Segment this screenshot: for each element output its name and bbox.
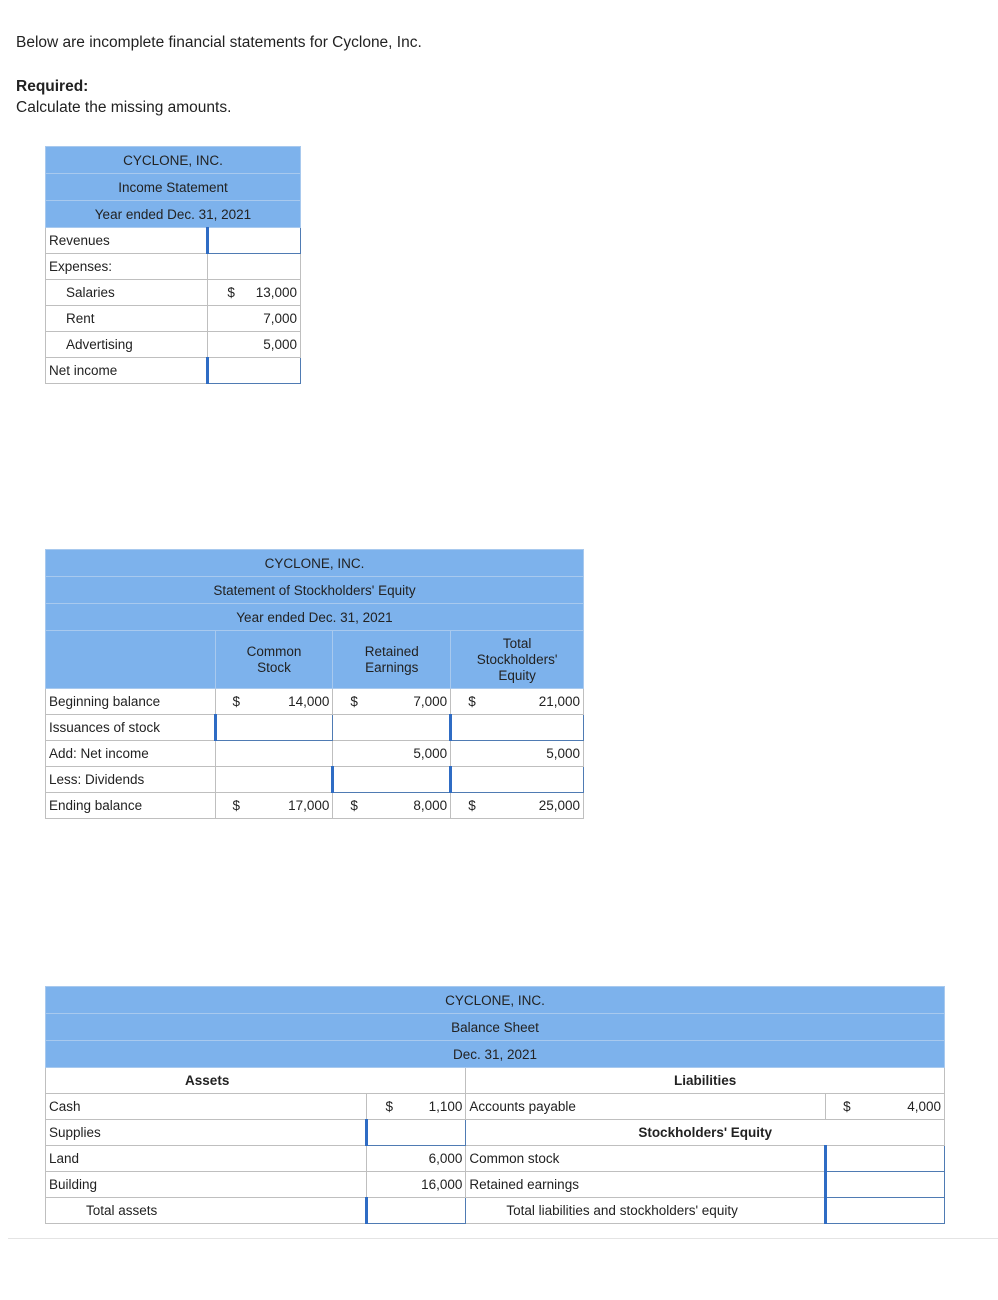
income-statement-table bbox=[45, 146, 301, 384]
supplies-input-cell[interactable] bbox=[366, 1120, 466, 1146]
supplies-input[interactable] bbox=[368, 1120, 466, 1145]
required-label: Required: bbox=[16, 78, 89, 95]
advertising-value: 5,000 bbox=[208, 332, 301, 358]
total-le-label: Total liabilities and stockholders' equity bbox=[466, 1198, 826, 1224]
issuances-common-input-cell[interactable] bbox=[215, 715, 333, 741]
common-stock-input[interactable] bbox=[827, 1146, 944, 1171]
common-stock-input-cell[interactable] bbox=[826, 1146, 945, 1172]
balance-period: Dec. 31, 2021 bbox=[46, 1041, 945, 1068]
required-block bbox=[16, 76, 231, 118]
bottom-divider bbox=[8, 1238, 998, 1239]
accounts-payable-cell bbox=[826, 1094, 945, 1120]
land-label: Land bbox=[46, 1146, 367, 1172]
revenues-input-cell[interactable] bbox=[208, 228, 301, 254]
retained-earnings-input[interactable] bbox=[827, 1172, 944, 1197]
beginning-retained-dollar: $ bbox=[350, 694, 358, 709]
accounts-payable-dollar: $ bbox=[843, 1099, 851, 1114]
salaries-value-cell bbox=[208, 280, 301, 306]
balance-company: CYCLONE, INC. bbox=[46, 987, 945, 1014]
ending-total-dollar: $ bbox=[468, 798, 476, 813]
issuances-label: Issuances of stock bbox=[46, 715, 216, 741]
salaries-value: 13,000 bbox=[255, 285, 297, 300]
beginning-retained-cell bbox=[333, 689, 451, 715]
ending-balance-label: Ending balance bbox=[46, 793, 216, 819]
equity-statement-table bbox=[45, 549, 584, 819]
col-total-equity: Total Stockholders' Equity bbox=[451, 631, 584, 689]
equity-company: CYCLONE, INC. bbox=[46, 550, 584, 577]
total-assets-input-cell[interactable] bbox=[366, 1198, 466, 1224]
beginning-common-dollar: $ bbox=[232, 694, 241, 709]
beginning-balance-label: Beginning balance bbox=[46, 689, 216, 715]
stockholders-equity-header: Stockholders' Equity bbox=[466, 1120, 945, 1146]
total-assets-label: Total assets bbox=[46, 1198, 367, 1224]
accounts-payable-label: Accounts payable bbox=[466, 1094, 826, 1120]
salaries-dollar: $ bbox=[227, 285, 235, 300]
ending-total: 25,000 bbox=[538, 798, 580, 813]
retained-earnings-label: Retained earnings bbox=[466, 1172, 826, 1198]
salaries-label: Salaries bbox=[46, 280, 208, 306]
accounts-payable-value: 4,000 bbox=[907, 1099, 941, 1114]
building-label: Building bbox=[46, 1172, 367, 1198]
common-stock-label: Common stock bbox=[466, 1146, 826, 1172]
rent-label: Rent bbox=[46, 306, 208, 332]
dividends-label: Less: Dividends bbox=[46, 767, 216, 793]
total-assets-input[interactable] bbox=[368, 1198, 466, 1223]
required-text: Calculate the missing amounts. bbox=[16, 99, 232, 116]
ending-common-dollar: $ bbox=[232, 798, 241, 813]
beginning-total: 21,000 bbox=[538, 694, 580, 709]
land-value: 6,000 bbox=[366, 1146, 466, 1172]
cash-dollar: $ bbox=[385, 1099, 394, 1114]
ending-total-cell bbox=[451, 793, 584, 819]
rent-value: 7,000 bbox=[208, 306, 301, 332]
dividends-total-input[interactable] bbox=[452, 767, 583, 792]
beginning-common-cell bbox=[215, 689, 333, 715]
col-retained-earnings: Retained Earnings bbox=[333, 631, 451, 689]
expenses-label: Expenses: bbox=[46, 254, 208, 280]
income-title: Income Statement bbox=[46, 174, 301, 201]
balance-title: Balance Sheet bbox=[46, 1014, 945, 1041]
beginning-common: 14,000 bbox=[288, 694, 330, 709]
liabilities-header: Liabilities bbox=[466, 1068, 945, 1094]
ending-retained: 8,000 bbox=[413, 798, 448, 813]
supplies-label: Supplies bbox=[46, 1120, 367, 1146]
net-income-input-cell[interactable] bbox=[208, 358, 301, 384]
income-period: Year ended Dec. 31, 2021 bbox=[46, 201, 301, 228]
revenues-input[interactable] bbox=[209, 228, 300, 253]
dividends-retained-input[interactable] bbox=[334, 767, 449, 792]
beginning-retained: 7,000 bbox=[413, 694, 448, 709]
intro-text: Below are incomplete financial statements for Cyclone, Inc. bbox=[16, 34, 422, 51]
issuances-total-input-cell[interactable] bbox=[451, 715, 584, 741]
issuances-total-input[interactable] bbox=[452, 715, 583, 740]
net-income-label: Net income bbox=[46, 358, 208, 384]
advertising-label: Advertising bbox=[46, 332, 208, 358]
assets-header: Assets bbox=[46, 1068, 466, 1094]
dividends-total-input-cell[interactable] bbox=[451, 767, 584, 793]
equity-period: Year ended Dec. 31, 2021 bbox=[46, 604, 584, 631]
ending-common-cell bbox=[215, 793, 333, 819]
net-income-total: 5,000 bbox=[451, 741, 584, 767]
beginning-total-dollar: $ bbox=[468, 694, 476, 709]
issuances-common-input[interactable] bbox=[217, 715, 333, 740]
dividends-retained-input-cell[interactable] bbox=[333, 767, 451, 793]
ending-common: 17,000 bbox=[288, 798, 330, 813]
income-company: CYCLONE, INC. bbox=[46, 147, 301, 174]
retained-earnings-input-cell[interactable] bbox=[826, 1172, 945, 1198]
beginning-total-cell bbox=[451, 689, 584, 715]
cash-value: 1,100 bbox=[428, 1099, 463, 1114]
cash-value-cell bbox=[366, 1094, 466, 1120]
ending-retained-dollar: $ bbox=[350, 798, 358, 813]
building-value: 16,000 bbox=[366, 1172, 466, 1198]
add-net-income-label: Add: Net income bbox=[46, 741, 216, 767]
cash-label: Cash bbox=[46, 1094, 367, 1120]
revenues-label: Revenues bbox=[46, 228, 208, 254]
col-common-stock: Common Stock bbox=[215, 631, 333, 689]
balance-sheet-table bbox=[45, 986, 945, 1224]
total-le-input-cell[interactable] bbox=[826, 1198, 945, 1224]
net-income-input[interactable] bbox=[209, 358, 300, 383]
ending-retained-cell bbox=[333, 793, 451, 819]
net-income-retained: 5,000 bbox=[333, 741, 451, 767]
total-le-input[interactable] bbox=[827, 1198, 944, 1223]
equity-title: Statement of Stockholders' Equity bbox=[46, 577, 584, 604]
